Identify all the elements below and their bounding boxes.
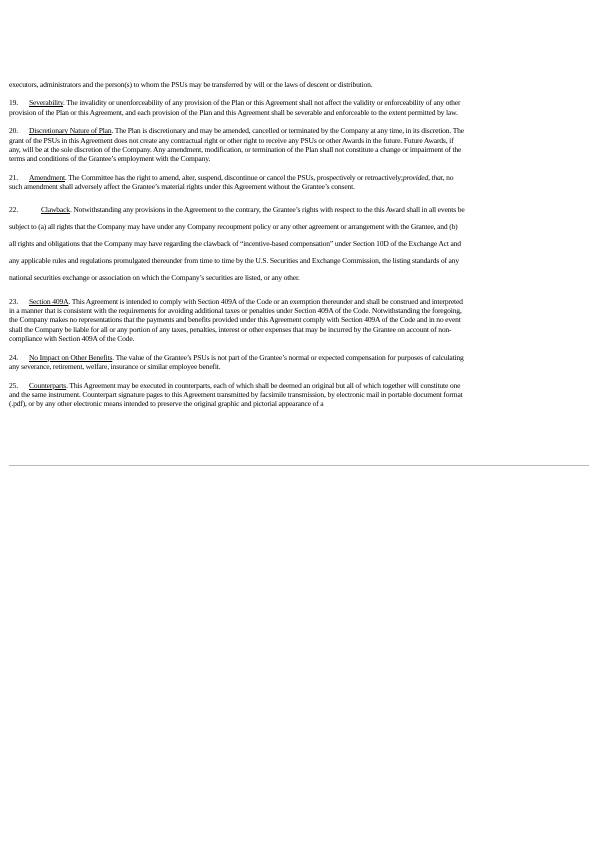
page-divider — [9, 465, 589, 466]
document-body — [9, 80, 589, 418]
intro-line — [9, 80, 589, 89]
section-25-line-1 — [9, 381, 589, 390]
section-23-line-1 — [9, 297, 589, 306]
section-25-line-3: (.pdf), or by any other electronic means intended to preserve the original graphic and pictorial appearance of a — [9, 399, 324, 409]
section-number: 20. — [9, 126, 18, 136]
section-19 — [9, 98, 589, 117]
section-23-line-3: the Company makes no representations that the payments and benefits provided under this Agreement comply with Section 409A of the Code and in no event — [9, 315, 461, 325]
section-heading: Section 409A — [29, 296, 69, 306]
section-25 — [9, 381, 589, 409]
section-24-line-1 — [9, 353, 589, 362]
section-text: . The Committee has the right to amend, alter, suspend, discontinue or cancel the PSUs, prospectively or retroactively; — [64, 172, 403, 182]
section-24-line-2: any severance, retirement, welfare, insurance or similar employee benefit. — [9, 362, 221, 372]
section-23 — [9, 297, 589, 344]
section-22-line-2: subject to (a) all rights that the Company may have under any Company recoupment policy or any other agreement or arrangement with the Grantee, and (b) — [9, 221, 458, 231]
section-number: 21. — [9, 172, 18, 182]
section-19-line-1 — [9, 98, 589, 107]
section-text: . The value of the Grantee’s PSUs is not part of the Grantee’s normal or expected compensation for purposes of calculating — [112, 352, 464, 362]
section-number: 22. — [9, 204, 18, 214]
section-20 — [9, 126, 589, 164]
section-23-line-4: shall the Company be liable for all or any portion of any taxes, penalties, interest or other expenses that may be incurred by the Grantee on account of non- — [9, 324, 452, 334]
section-heading: No Impact on Other Benefits — [29, 352, 113, 362]
section-19-line-2: provision of the Plan or this Agreement, and each provision of the Plan and this Agreement shall be severable and enforceable to the extent permitted by law. — [9, 107, 458, 117]
section-heading: Discretionary Nature of Plan — [29, 126, 112, 136]
section-22-line-5: national securities exchange or association on which the Company’s securities are listed, or any other. — [9, 272, 300, 282]
section-20-line-4: terms and conditions of the Grantee’s employment with the Company. — [9, 154, 211, 164]
section-23-line-2: in a manner that is consistent with the requirements for avoiding additional taxes or penalties under Section 409A of the Code. Notwithstanding the foregoing, — [9, 306, 462, 316]
section-21-line-1 — [9, 173, 589, 182]
section-text: . This Agreement is intended to comply with Section 409A of the Code or an exemption thereunder and shall be construed and interpreted — [68, 296, 463, 306]
section-20-line-1 — [9, 126, 589, 135]
section-22-line-1 — [9, 201, 589, 218]
section-number: 23. — [9, 296, 18, 306]
section-20-line-2: grant of the PSUs in this Agreement does not create any contractual right or other right to receive any PSUs or other Awards in the future. Future Awards, if — [9, 135, 454, 145]
section-heading: Counterparts — [29, 380, 67, 390]
section-text: . This Agreement may be executed in counterparts, each of which shall be deemed an original but all of which together will constitute one — [66, 380, 461, 390]
section-21-line-2: such amendment shall adversely affect the Grantee’s material rights under this Agreement without the Grantee’s consent. — [9, 182, 355, 192]
section-text: . Notwithstanding any provisions in the Agreement to the contrary, the Grantee’s rights with respect to the this Award shall in all events be — [69, 204, 465, 214]
section-heading: Clawback — [41, 204, 70, 214]
section-text-tail: , no — [442, 172, 454, 182]
section-text: . The Plan is discretionary and may be amended, cancelled or terminated by the Company at any time, in its discretion. The — [111, 126, 464, 136]
section-number: 24. — [9, 352, 18, 362]
section-text: . The invalidity or unenforceability of any provision of the Plan or this Agreement shall not affect the validity or enforceability of any other — [63, 98, 461, 108]
section-25-line-2: and the same instrument. Counterpart signature pages to this Agreement transmitted by facsimile transmission, by electronic mail in portable document format — [9, 389, 463, 399]
section-heading: Severability — [29, 98, 64, 108]
section-21 — [9, 173, 589, 192]
section-22-line-4: any applicable rules and regulations promulgated thereunder from time to time by the U.S. Securities and Exchange Commission, the listing standards of any — [9, 255, 459, 265]
section-number: 19. — [9, 98, 18, 108]
section-22 — [9, 201, 589, 286]
section-23-line-5: compliance with Section 409A of the Code. — [9, 334, 135, 344]
intro-text: executors, administrators and the person(s) to whom the PSUs may be transferred by will or the laws of descent or distribution. — [9, 80, 373, 89]
section-italic-text: provided, that — [402, 172, 443, 182]
section-number: 25. — [9, 380, 18, 390]
section-heading: Amendment — [29, 172, 65, 182]
section-22-line-3: all rights and obligations that the Company may have regarding the clawback of “incentive-based compensation” under Section 10D of the Exchange Act and — [9, 238, 461, 248]
section-20-line-3: any, will be at the sole discretion of the Company. Any amendment, modification, or termination of the Plan shall not constitute a change or impairment of the — [9, 145, 462, 155]
section-24 — [9, 353, 589, 372]
